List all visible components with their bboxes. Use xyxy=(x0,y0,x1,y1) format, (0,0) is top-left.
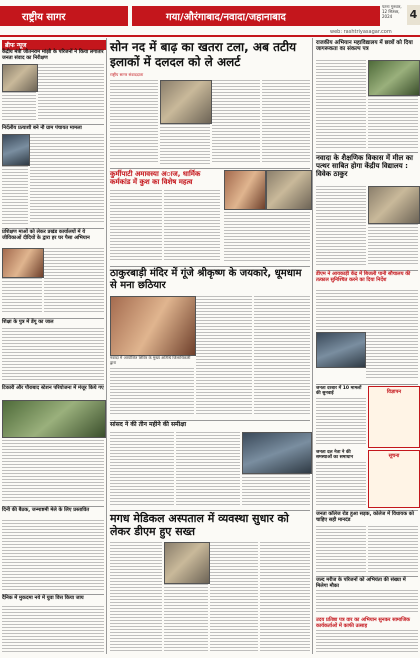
article-text xyxy=(368,96,418,148)
article-text xyxy=(366,332,418,380)
left-headline-6: दिनी की बैठक, जन्माष्टमी मेले के लिए प्रस्तावित xyxy=(2,507,90,513)
paper-name: राष्ट्रीय सागर xyxy=(22,12,66,23)
article-text xyxy=(260,542,310,652)
article-text xyxy=(110,368,194,416)
notice-label: सूचना xyxy=(388,453,400,459)
photo xyxy=(160,80,212,124)
left-headline-5: टिकारी और पौराबाद स्टेशन परियोजना में मंजूर किये गए xyxy=(2,385,104,391)
left-headline-3: प्रशिक्षण माओं को लेकर प्रखंड कार्यालयों में ये जीविकाओं दीदियों के द्वारा हर घर पैसा अभियान xyxy=(2,229,90,241)
photo xyxy=(266,170,312,210)
article-text xyxy=(212,80,260,164)
photo xyxy=(164,542,210,584)
article-text xyxy=(110,432,174,506)
article-text xyxy=(368,224,418,266)
article-text xyxy=(30,134,104,224)
right-headline-5: जनता दल नेता ने की समस्याओं का समाधान xyxy=(316,450,353,461)
column-divider xyxy=(312,38,313,654)
article-text xyxy=(316,630,418,654)
article-text xyxy=(316,290,418,330)
article-text xyxy=(110,190,162,262)
edition-name: गया/औरंगाबाद/नवादा/जहानाबाद xyxy=(166,12,286,23)
ad-label: विज्ञापन xyxy=(386,389,402,395)
photo xyxy=(368,186,420,224)
article-text xyxy=(160,124,210,164)
article-text xyxy=(44,248,104,314)
date-line: पटना गुरुवार, 12 सितंबर, 2024 xyxy=(382,4,402,19)
photo xyxy=(2,400,106,438)
article-text xyxy=(242,474,310,506)
edition-bar xyxy=(132,6,380,26)
left-headline-1: केंद्रीय मंत्री जीतनराम मांझी के परिजनों ने किया लगातार जनता संवाद का निरीक्षण xyxy=(2,49,104,61)
left-headline-2: निर्दलीय प्रत्याशी बने नौ ग्राम पंचायत मामला xyxy=(2,125,82,131)
article-text xyxy=(368,526,418,572)
article-text xyxy=(176,432,240,506)
right-headline-3: डीएम ने आयकाड़ी केंद्र में बिजली पानी सौचालय की तत्काल सुनिश्चित करने का दिया निर्देश xyxy=(316,271,411,283)
section-banner: ब्रीफ न्यूज xyxy=(2,40,106,50)
article-text xyxy=(316,60,366,148)
website-url: web: rashtriyasagar.com xyxy=(330,29,392,35)
story3-headline: ठाकुरबाड़ी मंदिर में गूंजे श्रीकृष्ण के जयकारे, धूमधाम से मना छठियार xyxy=(110,268,302,291)
article-text xyxy=(316,186,366,266)
right-headline-1: राजकीय अभियान महाविद्यालय में छात्रों को दिया जागरूकता का संकल्प पत्र xyxy=(316,40,413,53)
paper-name-bar xyxy=(0,6,128,26)
right-headline-6: जनता कॉलेज रोड हुआ सड़क, कोलेज में विधायक को चाहिए सही मानदंड xyxy=(316,511,414,523)
article-text xyxy=(110,542,162,652)
article-text xyxy=(196,296,252,416)
article-text xyxy=(2,520,104,590)
right-headline-4: जनता दरबार में 10 मामलों की सुनवाई xyxy=(316,386,362,397)
article-text xyxy=(110,80,158,164)
photo xyxy=(242,432,312,474)
photo xyxy=(2,134,30,166)
advertisement xyxy=(368,386,420,448)
right-headline-2: नवादा के शैक्षणिक विकास में मील का पत्थर साबित होगा केंद्रीय विद्यालय : विवेक ठाकुर xyxy=(316,154,413,178)
article-text xyxy=(316,462,366,506)
article-text xyxy=(2,92,36,120)
article-text xyxy=(2,440,104,502)
article-text xyxy=(164,190,220,262)
story2-headline: कुर्मीपाटी अमावस्या अाज, धार्मिक कर्मकांड में कुश का विशेष महत्व xyxy=(110,170,201,186)
right-headline-8: उदय प्रतिष्ठा पत्र वार का अभियान सुनकर सामाजिक कार्यकर्ताओं में काफी उत्साह xyxy=(316,617,411,629)
article-text xyxy=(2,606,104,652)
article-text xyxy=(262,80,310,164)
page-number: 4 xyxy=(407,5,420,25)
photo xyxy=(110,296,196,356)
article-text xyxy=(38,64,104,120)
masthead-rule xyxy=(0,35,420,37)
article-text xyxy=(316,398,366,446)
photo xyxy=(316,332,366,368)
article-text xyxy=(2,166,28,224)
left-headline-4: शिक्षा के पुत्र में डेंगू का जाल xyxy=(2,319,54,325)
article-text xyxy=(316,526,366,572)
lead-headline: सोन नद में बाढ़ का खतरा टला, अब तटीय इलाकों में दलदल को ले अलर्ट xyxy=(110,40,297,69)
photo-caption: नवादा में आयोजित शिविर के मुख्य अतिथि जिलाधिकारी द्वारा xyxy=(110,355,191,365)
notice-box xyxy=(368,450,420,508)
left-headline-7: दैनिक में मुकदमा नये में युवा वित्त किया जाय xyxy=(2,595,84,601)
photo xyxy=(2,248,44,278)
photo xyxy=(2,64,38,92)
article-text xyxy=(254,296,310,416)
article-text xyxy=(316,590,418,614)
masthead xyxy=(0,0,420,36)
story5-headline: मगध मेडिकल अस्पताल में व्यवस्था सुधार को लेकर डीएम हुए सख्त xyxy=(110,512,289,538)
article-text xyxy=(164,584,208,652)
article-text xyxy=(224,212,310,262)
photo xyxy=(224,170,266,210)
article-text xyxy=(2,328,104,380)
story4-headline: सांसद ने की तीन महीने की समीक्षा xyxy=(110,421,187,428)
column-divider xyxy=(106,38,107,654)
photo xyxy=(368,60,420,96)
lead-byline: राष्ट्रीय सागर संवाददाता xyxy=(110,72,144,77)
article-text xyxy=(210,542,258,652)
article-text xyxy=(2,278,42,314)
right-headline-7: जल्द मरीज के परिजनों को अभियंता की संख्या में मिलेगा मौका xyxy=(316,577,406,589)
